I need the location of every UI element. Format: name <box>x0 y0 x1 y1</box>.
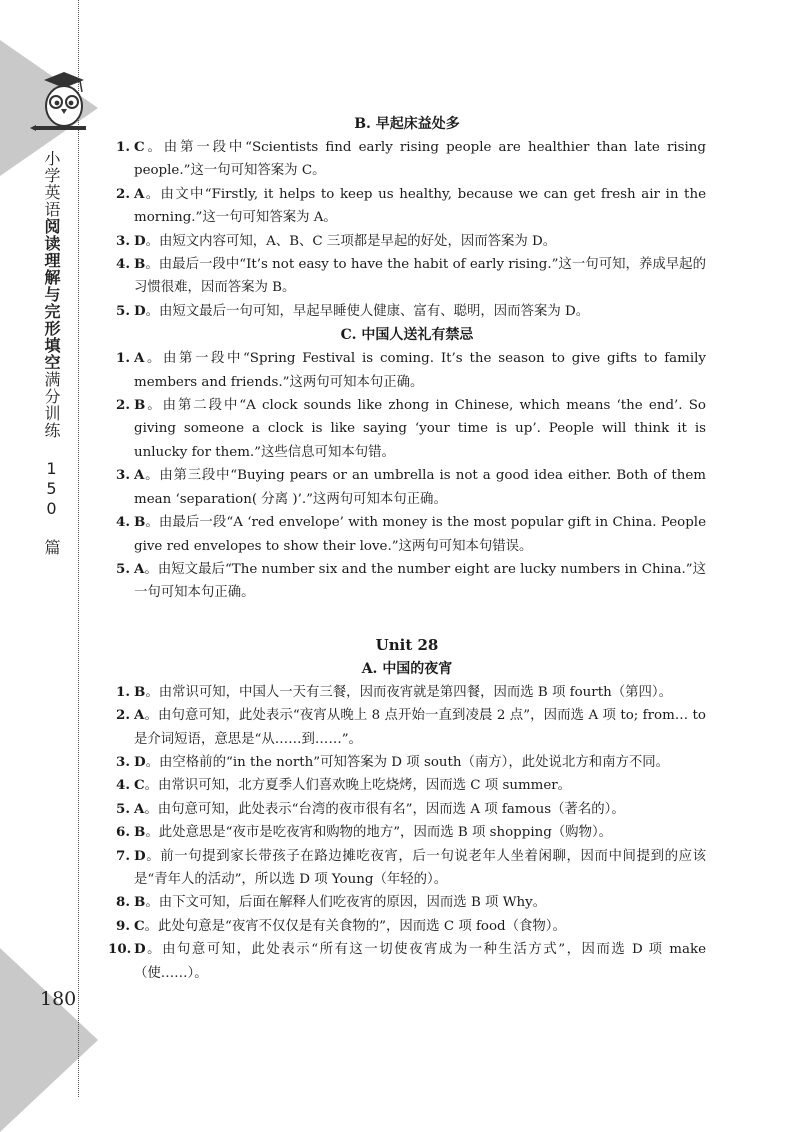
answer-item: 3. D。由空格前的“in the north”可知答案为 D 项 south（南方），此处说北方和南方不同。 <box>116 753 670 770</box>
answer-item: 1. A。由第一段中“Spring Festival is coming. It’s the season to give gifts to family members and friends.”这两句可知本句正确。 <box>116 350 706 390</box>
answer-item: 4. C。由常识可知，北方夏季人们喜欢晚上吃烧烤，因而选 C 项 summer。 <box>116 777 572 794</box>
section-title: C. 中国人送礼有禁忌 <box>340 327 474 344</box>
answer-item: 1. C。由第一段中“Scientists find early rising people are healthier than late rising people.”这一句可知答案为 C。 <box>116 139 706 179</box>
answer-item: 3. D。由短文内容可知，A、B、C 三项都是早起的好处，因而答案为 D。 <box>116 232 557 249</box>
answer-item: 2. A。由句意可知，此处表示“夜宵从晚上 8 点开始一直到凌晨 2 点”，因而选 A 项 to; from… to 是介词短语，意思是“从……到……”。 <box>116 707 706 747</box>
answer-item: 10. D。由句意可知，此处表示“所有这一切使夜宵成为一种生活方式”，因而选 D 项 make（使……）。 <box>108 941 706 981</box>
answer-item: 2. A。由文中“Firstly, it helps to keep us healthy, because we can get fresh air in the morning.”这一句可知答案为 A。 <box>116 185 706 226</box>
answer-item: 9. C。此处句意是“夜宵不仅仅是有关食物的”，因而选 C 项 food（食物）。 <box>116 917 566 934</box>
answer-item: 5. A。由句意可知，此处表示“台湾的夜市很有名”，因而选 A 项 famous（著名的）。 <box>116 800 625 817</box>
section-b <box>108 112 706 323</box>
section-title: B. 早起床益处多 <box>354 116 460 132</box>
answer-item: 4. B。由最后一段中“It’s not easy to have the habit of early rising.”这一句可知，养成早起的习惯很难，因而答案为 B。 <box>116 256 706 296</box>
book-title-vertical: 小学英语阅读理解与完形填空满分训练 150 篇 <box>42 150 61 556</box>
section-title: A. 中国的夜宵 <box>361 660 453 677</box>
owl-mascot-icon <box>30 70 90 136</box>
answer-item: 3. A。由第三段中“Buying pears or an umbrella is not a good idea either. Both of them mean ‘separation( 分离 )’.”这两句可知本句正确。 <box>116 467 706 507</box>
answer-item: 1. B。由常识可知，中国人一天有三餐，因而夜宵就是第四餐，因而选 B 项 fourth（第四）。 <box>116 683 672 700</box>
answer-item: 4. B。由最后一段“A ‘red envelope’ with money is the most popular gift in China. People give red envelopes to show their love.”这两句可知本句错误。 <box>116 514 706 554</box>
bottom-margin-triangle <box>0 948 98 1132</box>
unit-title: Unit 28 <box>375 635 439 654</box>
binding-dotted-line <box>78 0 79 1097</box>
answer-item: 8. B。由下文可知，后面在解释人们吃夜宵的原因，因而选 B 项 Why。 <box>116 894 547 911</box>
answer-item: 6. B。此处意思是“夜市是吃夜宵和购物的地方”，因而选 B 项 shopping（购物）。 <box>116 824 613 841</box>
answer-item: 7. D。前一句提到家长带孩子在路边摊吃夜宵，后一句说老年人坐着闲聊，因而中间提到的应该是“青年人的活动”，所以选 D 项 Young（年轻的）。 <box>116 847 706 887</box>
answer-key-content <box>108 112 706 985</box>
page-number: 180 <box>40 988 77 1010</box>
left-margin-band <box>0 0 80 1097</box>
section-c <box>108 323 706 604</box>
unit-28 <box>108 633 706 985</box>
answer-item: 2. B。由第二段中“A clock sounds like zhong in Chinese, which means ‘the end’. So giving someone a clock is like saying ‘your time is up’. People will think it is unlucky for them.”这些信息可知本句错。 <box>116 397 706 460</box>
answer-item: 5. D。由短文最后一句可知，早起早睡使人健康、富有、聪明，因而答案为 D。 <box>116 302 590 319</box>
answer-item: 5. A。由短文最后“The number six and the number eight are lucky numbers in China.”这一句可知本句正确。 <box>116 560 706 601</box>
